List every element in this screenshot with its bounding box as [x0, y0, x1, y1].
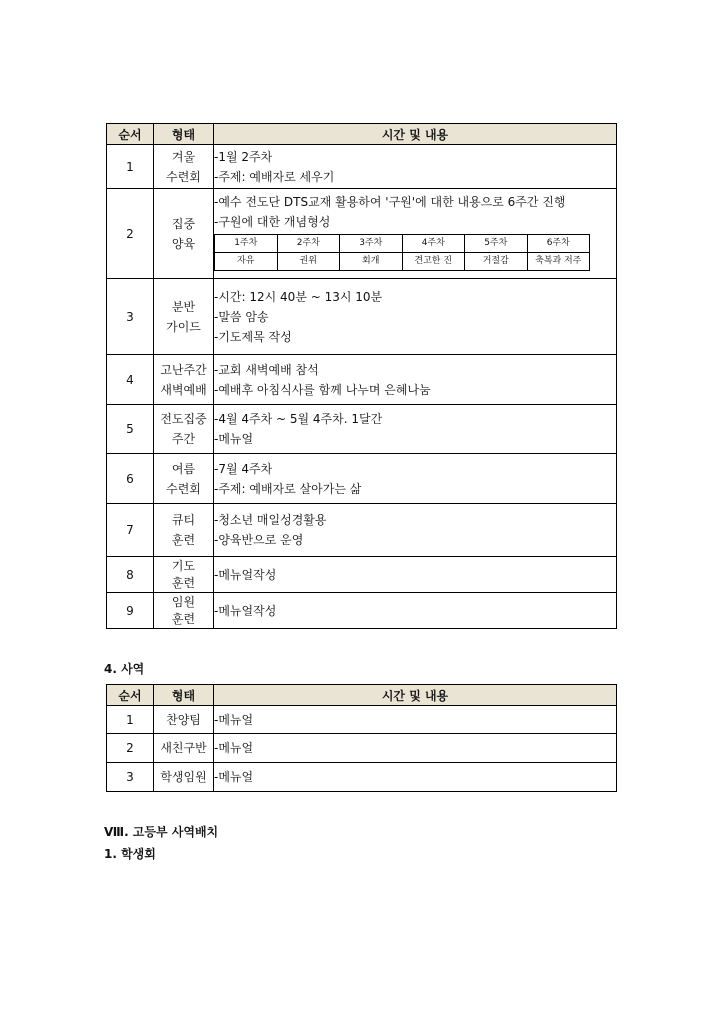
- topic-cell: 견고한 진: [402, 253, 465, 271]
- table-row: [107, 405, 617, 454]
- type-line: 임원: [171, 594, 196, 609]
- row-content: [214, 279, 617, 355]
- type-line: 훈련: [171, 575, 196, 590]
- content-line: -메뉴얼: [214, 432, 254, 446]
- header-order: 순서: [107, 685, 154, 706]
- content-line: -기도제목 작성: [214, 329, 292, 344]
- row-number: 4: [107, 355, 154, 405]
- row-content: [214, 189, 617, 279]
- table-row: [107, 504, 617, 557]
- week-header-row: [215, 235, 590, 253]
- header-type: 형태: [154, 124, 214, 145]
- week-cell: 1주차: [215, 235, 278, 253]
- row-type: 학생임원: [154, 763, 214, 792]
- row-type: 찬양팀: [154, 706, 214, 734]
- type-line: 여름: [171, 461, 196, 476]
- row-number: 7: [107, 504, 154, 557]
- row-content: [214, 593, 617, 629]
- topic-cell: 권위: [277, 253, 340, 271]
- section-heading: 4. 사역: [104, 662, 145, 676]
- type-line: 수련회: [166, 169, 201, 184]
- table-header-row: [107, 685, 617, 706]
- table-row: [107, 279, 617, 355]
- row-type: [154, 593, 214, 629]
- type-line: 고난주간: [160, 362, 207, 377]
- row-content: [214, 504, 617, 557]
- content-line: -주제: 예배자로 세우기: [214, 169, 335, 184]
- table-row: [107, 454, 617, 504]
- content-line: -청소년 매일성경활용: [214, 513, 327, 527]
- topic-cell: 거절감: [465, 253, 528, 271]
- content-line: -메뉴얼작성: [214, 567, 277, 582]
- row-content: -메뉴얼: [214, 734, 617, 763]
- week-cell: 5주차: [465, 235, 528, 253]
- content-line: -주제: 예배자로 살아가는 삶: [214, 481, 362, 496]
- row-type: [154, 454, 214, 504]
- row-type: [154, 189, 214, 279]
- type-line: 가이드: [166, 319, 201, 334]
- table-row: [107, 355, 617, 405]
- type-line: 훈련: [171, 611, 196, 626]
- row-content: [214, 405, 617, 454]
- row-content: [214, 355, 617, 405]
- table-row: [107, 734, 617, 763]
- row-number: 5: [107, 405, 154, 454]
- row-content: -메뉴얼: [214, 763, 617, 792]
- type-line: 훈련: [171, 533, 196, 547]
- type-line: 새벽예배: [160, 382, 207, 397]
- row-type: [154, 355, 214, 405]
- row-type: [154, 557, 214, 593]
- content-line: -양육반으로 운영: [214, 533, 304, 547]
- ministry-table: [106, 684, 617, 792]
- table-row: [107, 557, 617, 593]
- row-number: 6: [107, 454, 154, 504]
- week-topic-row: [215, 253, 590, 271]
- week-cell: 6주차: [527, 235, 590, 253]
- header-content: 시간 및 내용: [214, 685, 617, 706]
- header-type: 형태: [154, 685, 214, 706]
- content-line: -1월 2주차: [214, 149, 273, 164]
- row-number: 1: [107, 145, 154, 189]
- topic-cell: 축복과 저주: [527, 253, 590, 271]
- content-line: -교회 새벽예배 참석: [214, 362, 319, 377]
- row-content: -메뉴얼: [214, 706, 617, 734]
- row-number: 2: [107, 189, 154, 279]
- row-type: [154, 145, 214, 189]
- content-line: -시간: 12시 40분 ~ 13시 10분: [214, 289, 383, 304]
- table-row: [107, 706, 617, 734]
- header-content: 시간 및 내용: [214, 124, 617, 145]
- type-line: 집중: [171, 216, 196, 231]
- type-line: 전도집중: [160, 412, 207, 426]
- row-number: 3: [107, 763, 154, 792]
- row-number: 2: [107, 734, 154, 763]
- content-line: -구원에 대한 개념형성: [214, 215, 331, 229]
- type-line: 분반: [171, 299, 196, 314]
- content-line: -예배후 아침식사를 함께 나누며 은혜나눔: [214, 382, 431, 397]
- row-type: [154, 279, 214, 355]
- week-cell: 4주차: [402, 235, 465, 253]
- content-line: -7월 4주차: [214, 461, 273, 476]
- topic-cell: 회개: [340, 253, 403, 271]
- subsection-heading: 1. 학생회: [104, 847, 156, 861]
- type-line: 겨울: [171, 149, 196, 164]
- row-number: 8: [107, 557, 154, 593]
- content-line: -메뉴얼작성: [214, 603, 277, 618]
- row-type: [154, 504, 214, 557]
- row-content: [214, 557, 617, 593]
- table-header-row: [107, 124, 617, 145]
- chapter-heading: Ⅷ. 고등부 사역배치: [104, 825, 219, 839]
- content-line: -4월 4주차 ~ 5월 4주차. 1달간: [214, 412, 383, 426]
- row-type: [154, 405, 214, 454]
- week-schedule-table: [214, 234, 590, 271]
- week-cell: 3주차: [340, 235, 403, 253]
- type-line: 주간: [171, 432, 196, 446]
- row-number: 3: [107, 279, 154, 355]
- content-line: -말씀 암송: [214, 309, 269, 324]
- table-row: [107, 763, 617, 792]
- row-content: [214, 145, 617, 189]
- type-line: 큐티: [171, 513, 196, 527]
- content-line: -예수 전도단 DTS교재 활용하여 '구원'에 대한 내용으로 6주간 진행: [214, 195, 566, 209]
- program-table: [106, 123, 617, 629]
- table-row: [107, 189, 617, 279]
- header-order: 순서: [107, 124, 154, 145]
- type-line: 기도: [171, 558, 196, 573]
- row-type: 새친구반: [154, 734, 214, 763]
- row-number: 1: [107, 706, 154, 734]
- type-line: 수련회: [166, 481, 201, 496]
- type-line: 양육: [171, 236, 196, 251]
- table-row: [107, 145, 617, 189]
- table-row: [107, 593, 617, 629]
- week-cell: 2주차: [277, 235, 340, 253]
- topic-cell: 자유: [215, 253, 278, 271]
- row-content: [214, 454, 617, 504]
- row-number: 9: [107, 593, 154, 629]
